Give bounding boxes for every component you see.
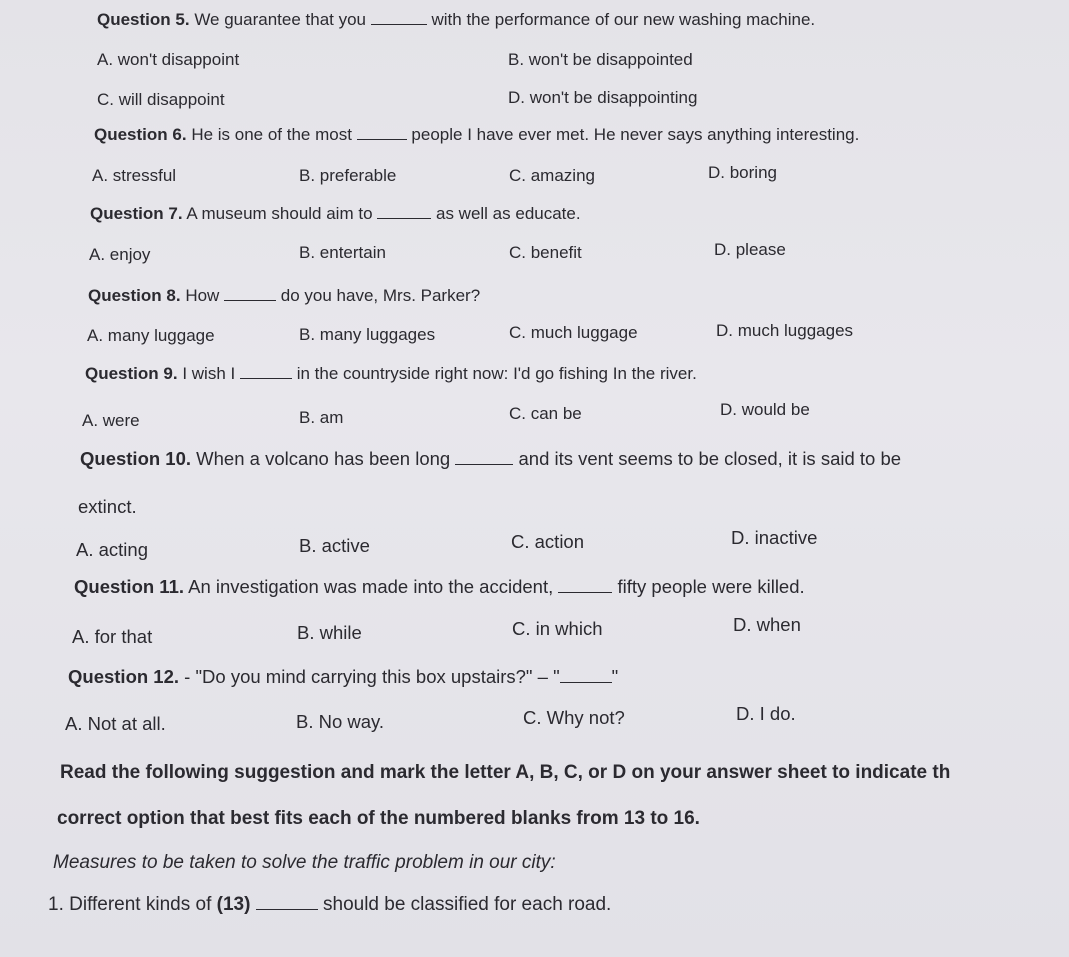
option-b: B. preferable bbox=[299, 166, 397, 185]
answer-blank bbox=[377, 204, 431, 219]
question-12 bbox=[68, 666, 618, 688]
option-c: C. benefit bbox=[509, 243, 582, 262]
answer-blank bbox=[560, 668, 612, 683]
question-text: " bbox=[611, 666, 619, 687]
option-a: A. won't disappoint bbox=[97, 50, 240, 69]
option-b: B. No way. bbox=[296, 711, 385, 732]
question-7 bbox=[90, 204, 581, 224]
question-text: as well as educate. bbox=[436, 204, 581, 223]
question-9 bbox=[85, 364, 697, 384]
option-d: D. boring bbox=[708, 163, 777, 182]
option-a: A. for that bbox=[72, 626, 153, 647]
option-d: D. please bbox=[714, 240, 786, 259]
answer-blank bbox=[558, 578, 612, 593]
option-a: A. enjoy bbox=[89, 245, 151, 264]
option-c: C. Why not? bbox=[523, 707, 625, 728]
option-a: A. were bbox=[82, 411, 140, 430]
question-text: How bbox=[185, 286, 220, 305]
option-c: C. in which bbox=[512, 618, 603, 639]
question-label: Question 7. bbox=[90, 204, 183, 223]
option-c: C. can be bbox=[509, 404, 582, 423]
answer-blank bbox=[357, 125, 407, 140]
passage-title: Measures to be taken to solve the traffic problem in our city: bbox=[53, 852, 556, 873]
question-label: Question 10. bbox=[80, 448, 192, 469]
question-text: and its vent seems to be closed, it is said to be bbox=[518, 448, 902, 469]
question-10 bbox=[80, 448, 901, 470]
instruction-line-2: correct option that best fits each of the numbered blanks from 13 to 16. bbox=[57, 808, 700, 829]
option-b: B. am bbox=[299, 408, 344, 427]
option-c: C. amazing bbox=[509, 166, 595, 185]
question-5 bbox=[97, 10, 815, 30]
instruction-line-1: Read the following suggestion and mark the letter A, B, C, or D on your answer sheet to indicate th bbox=[60, 762, 951, 783]
option-b: B. many luggages bbox=[299, 325, 436, 344]
answer-blank bbox=[455, 450, 513, 465]
question-10-continuation: extinct. bbox=[78, 496, 137, 517]
question-8 bbox=[88, 286, 480, 306]
option-c: C. much luggage bbox=[509, 323, 638, 342]
question-text: He is one of the most bbox=[191, 125, 352, 144]
question-label: Question 6. bbox=[94, 125, 187, 144]
item-prefix: 1. Different kinds of bbox=[48, 894, 212, 915]
question-label: Question 12. bbox=[68, 666, 180, 687]
option-d: D. I do. bbox=[736, 703, 796, 724]
passage-item-1 bbox=[48, 894, 611, 916]
option-b: B. entertain bbox=[299, 243, 386, 262]
question-11 bbox=[74, 576, 805, 598]
answer-blank bbox=[256, 895, 318, 910]
option-a: A. Not at all. bbox=[65, 713, 166, 734]
question-label: Question 11. bbox=[74, 576, 185, 597]
answer-blank bbox=[240, 364, 292, 379]
item-text: should be classified for each road. bbox=[323, 894, 612, 915]
question-label: Question 8. bbox=[88, 286, 181, 305]
option-a: A. acting bbox=[76, 539, 148, 560]
question-text: A museum should aim to bbox=[186, 204, 373, 223]
question-text: I wish I bbox=[182, 364, 236, 383]
question-text: with the performance of our new washing machine. bbox=[431, 10, 816, 29]
question-text: do you have, Mrs. Parker? bbox=[280, 286, 481, 305]
question-label: Question 5. bbox=[97, 10, 190, 29]
option-c: C. will disappoint bbox=[97, 90, 225, 109]
option-d: D. won't be disappointing bbox=[508, 88, 698, 107]
option-d: D. would be bbox=[720, 400, 810, 419]
option-a: A. many luggage bbox=[87, 326, 215, 345]
option-b: B. while bbox=[297, 622, 362, 643]
answer-blank bbox=[224, 286, 276, 301]
question-text: fifty people were killed. bbox=[617, 576, 805, 597]
question-text: in the countryside right now: I'd go fishing In the river. bbox=[296, 364, 697, 383]
option-c: C. action bbox=[511, 531, 585, 552]
question-text: When a volcano has been long bbox=[196, 448, 451, 469]
option-a: A. stressful bbox=[92, 166, 177, 185]
question-6 bbox=[94, 125, 859, 145]
option-d: D. when bbox=[733, 614, 801, 635]
option-b: B. won't be disappointed bbox=[508, 50, 693, 69]
option-d: D. much luggages bbox=[716, 321, 854, 340]
question-label: Question 9. bbox=[85, 364, 178, 383]
option-b: B. active bbox=[299, 535, 370, 556]
item-number: (13) bbox=[216, 894, 251, 915]
question-text: We guarantee that you bbox=[194, 10, 367, 29]
question-text: An investigation was made into the accident, bbox=[188, 576, 554, 597]
question-text: people I have ever met. He never says anything interesting. bbox=[411, 125, 860, 144]
question-text: - "Do you mind carrying this box upstairs?" – " bbox=[184, 666, 560, 687]
option-d: D. inactive bbox=[731, 527, 818, 548]
answer-blank bbox=[371, 10, 427, 25]
